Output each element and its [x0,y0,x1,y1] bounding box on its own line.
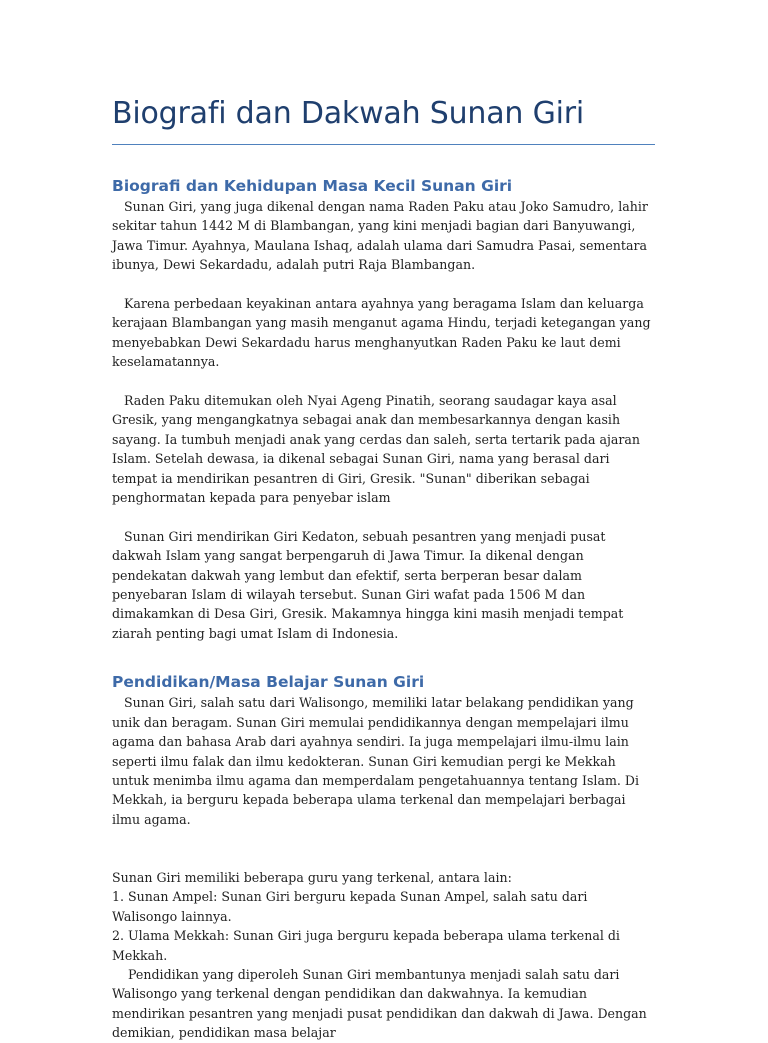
section-heading-biografi: Biografi dan Kehidupan Masa Kecil Sunan Giri [112,177,513,195]
paragraph-spacer [112,829,655,848]
paragraph: Sunan Giri, salah satu dari Walisongo, memiliki latar belakang pendidikan yang unik dan beragam. Sunan Giri memulai pendidikannya dengan mempelajari ilmu agama dan bahasa Arab dari ayahnya sendiri. Ia juga mempelajari ilmu-ilmu lain seperti ilmu falak dan ilmu kedokteran. Sunan Giri kemudian pergi ke Mekkah untuk menimba ilmu agama dan memperdalam pengetahuannya tentang Islam. Di Mekkah, ia berguru kepada beberapa ulama terkenal dan mempelajari berbagai ilmu agama. [112,695,644,827]
list-item: 2. Ulama Mekkah: Sunan Giri juga berguru kepada beberapa ulama terkenal di Mekkah. [112,928,624,963]
paragraph: Raden Paku ditemukan oleh Nyai Ageng Pinatih, seorang saudagar kaya asal Gresik, yang mengangkatnya sebagai anak dan membesarkannya dengan kasih sayang. Ia tumbuh menjadi anak yang cerdas dan saleh, serta tertarik pada ajaran Islam. Setelah dewasa, ia dikenal sebagai Sunan Giri, nama yang berasal dari tempat ia mendirikan pesantren di Giri, Gresik. "Sunan" diberikan sebagai penghormatan kepada para penyebar islam [112,393,645,506]
paragraph-spacer [112,849,655,868]
teacher-list [112,868,655,965]
paragraph: Pendidikan yang diperoleh Sunan Giri membantunya menjadi salah satu dari Walisongo yang terkenal dengan pendidikan dan dakwahnya. Ia kemudian mendirikan pesantren yang menjadi pusat pendidikan dan dakwah di Jawa. Dengan demikian, pendidikan masa belajar [112,966,651,1041]
section-heading-pendidikan: Pendidikan/Masa Belajar Sunan Giri [112,673,425,692]
document-title: Biografi dan Dakwah Sunan Giri [112,96,585,131]
list-intro: Sunan Giri memiliki beberapa guru yang terkenal, antara lain: [112,869,512,885]
paragraph-spacer [112,507,655,526]
paragraph-spacer [112,372,655,391]
paragraph-spacer [112,275,655,294]
list-item: 1. Sunan Ampel: Sunan Giri berguru kepada Sunan Ampel, salah satu dari Walisongo lainnya. [112,889,592,924]
paragraph: Karena perbedaan keyakinan antara ayahnya yang beragama Islam dan keluarga kerajaan Blambangan yang masih menganut agama Hindu, terjadi ketegangan yang menyebabkan Dewi Sekardadu harus menghanyutkan Raden Paku ke laut demi keselamatannya. [112,296,655,370]
paragraph: Sunan Giri mendirikan Giri Kedaton, sebuah pesantren yang menjadi pusat dakwah Islam yang sangat berpengaruh di Jawa Timur. Ia dikenal dengan pendekatan dakwah yang lembut dan efektif, serta berperan besar dalam penyebaran Islam di wilayah tersebut. Sunan Giri wafat pada 1506 M dan dimakamkan di Desa Giri, Gresik. Makamnya hingga kini masih menjadi tempat ziarah penting bagi umat Islam di Indonesia. [112,528,628,641]
document-page [112,92,655,1043]
paragraph: Sunan Giri, yang juga dikenal dengan nama Raden Paku atau Joko Samudro, lahir sekitar tahun 1442 M di Blambangan, yang kini menjadi bagian dari Banyuwangi, Jawa Timur. Ayahnya, Maulana Ishaq, adalah ulama dari Samudra Pasai, sementara ibunya, Dewi Sekardadu, adalah putri Raja Blambangan. [112,199,652,273]
title-divider [112,144,655,145]
